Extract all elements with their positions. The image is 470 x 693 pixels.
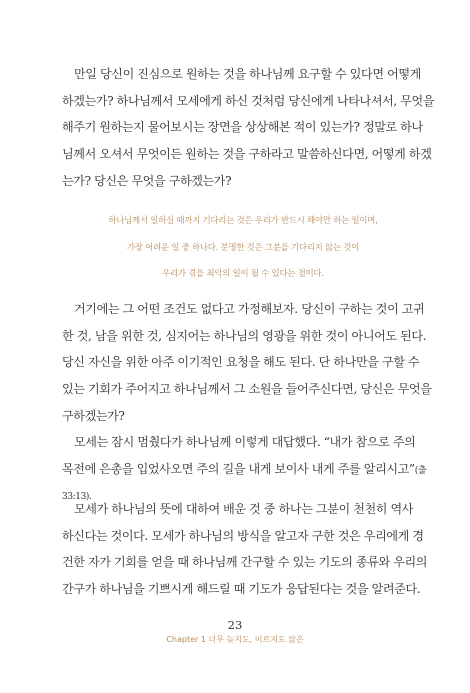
body-paragraph-2 [62,296,432,430]
paragraph-line: 간구가 하나님을 기쁘시게 해드릴 때 기도가 응답된다는 것을 알려준다. [62,582,421,597]
scripture-reference: 33:13). [62,492,92,503]
paragraph-line: 하겠는가? 하나님께서 모세에게 하신 것처럼 당신에게 나타나셔서, 무엇을 [62,93,435,108]
pull-quote-line: 우리가 겪을 최악의 일이 될 수 있다는 점이다. [162,268,324,278]
pull-quote-line: 가장 어려운 일 중 하나다. 분명한 것은 그분을 기다리지 않는 것이 [126,241,360,252]
body-paragraph-4 [62,496,428,603]
paragraph-line: 모세가 하나님의 뜻에 대하여 배운 것 중 하나는 그분이 천천히 역사 [74,502,414,516]
paragraph-line: 한 것, 남을 위한 것, 심지어는 하나님의 영광을 위한 것이 아니어도 된다. [62,328,427,343]
scripture-reference: (출 [414,465,427,476]
paragraph-line: 해주기 원하는지 물어보시는 장면을 상상해본 적이 있는가? 정말로 하나 [62,120,423,135]
paragraph-line: 는가? 당신은 무엇을 구하겠는가? [62,173,232,188]
paragraph-line [62,456,427,485]
paragraph-line: 건한 자가 기회를 얻을 때 하나님께 간구할 수 있는 기도의 종류와 우리의 [62,555,428,570]
pull-quote-line: 하나님께서 일하실 때까지 기다리는 것은 우리가 반드시 해야만 하는 일이며, [108,215,378,225]
page-number: 23 [227,618,243,632]
paragraph-line: 거기에는 그 어떤 조건도 없다고 가정해보자. 당신이 구하는 것이 고귀 [74,302,425,316]
paragraph-line: 하신다는 것이다. 모세가 하나님의 방식을 알고자 구한 것은 우리에게 경 [62,528,424,543]
pull-quote [62,207,424,287]
body-paragraph-1 [62,61,435,195]
paragraph-line: 있는 기회가 주어지고 하나님께서 그 소원을 들어주신다면, 당신은 무엇을 [62,382,432,397]
paragraph-line: 구하겠는가? [62,408,125,423]
quotation-text: 목전에 은총을 입었사오면 주의 길을 내게 보이사 내게 주를 알리시고” [62,461,415,476]
paragraph-line: 당신 자신을 위한 아주 이기적인 요청을 해도 된다. 단 하나만을 구할 수 [62,355,420,370]
paragraph-line: 님께서 오셔서 무엇이든 원하는 것을 구하라고 말씀하신다면, 어떻게 하겠 [62,147,432,162]
paragraph-line: 모세는 잠시 멈췄다가 하나님께 이렇게 대답했다. “내가 참으로 주의 [74,435,416,449]
paragraph-line: 만일 당신이 진심으로 원하는 것을 하나님께 요구할 수 있다면 어떻게 [74,67,421,81]
running-head: Chapter 1 너무 늦지도, 이르지도 않은 [166,635,304,644]
